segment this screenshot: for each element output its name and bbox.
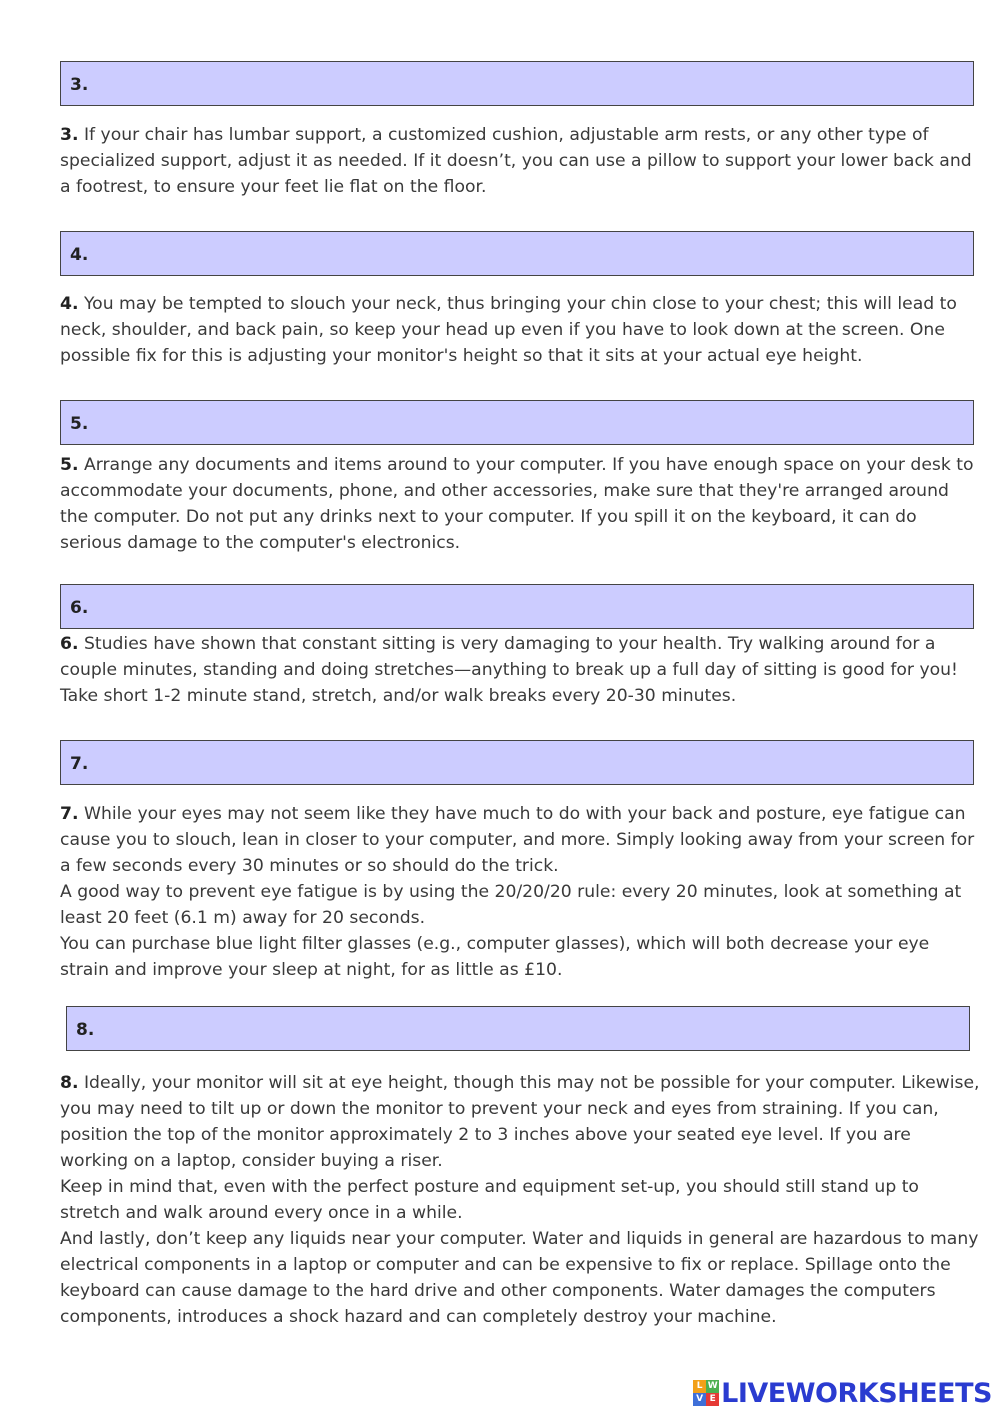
paragraph-text: Arrange any documents and items around to your computer. If you have enough space on your desk to accommodate your documents, phone, and other accessories, make sure that they're arranged around the computer. Do not put any drinks next to your computer. If you spill it on the keyboard, it can do serious damage to the computer's electronics. — [60, 455, 974, 553]
paragraph-extra-1: Keep in mind that, even with the perfect posture and equipment set-up, you should still stand up to stretch and walk around every once in a while. — [60, 1177, 919, 1223]
paragraph-extra-1: A good way to prevent eye fatigue is by using the 20/20/20 rule: every 20 minutes, look at something at least 20 feet (6.1 m) away for 20 seconds. — [60, 882, 962, 928]
paragraph-4 — [60, 291, 980, 369]
answer-box-8[interactable] — [66, 1006, 970, 1051]
paragraph-6 — [60, 631, 980, 709]
paragraph-lead: 6. — [60, 634, 79, 654]
paragraph-3 — [60, 122, 980, 200]
answer-box-number: 4. — [70, 245, 89, 265]
answer-box-4[interactable] — [60, 231, 974, 276]
logo-text: LIVEWORKSHEETS — [721, 1377, 992, 1409]
paragraph-lead: 5. — [60, 455, 79, 475]
paragraph-line — [60, 1070, 980, 1174]
paragraph-lead: 8. — [60, 1073, 79, 1093]
liveworksheets-icon — [693, 1380, 719, 1406]
paragraph-lead: 7. — [60, 804, 79, 824]
paragraph-lead: 3. — [60, 125, 79, 145]
paragraph-text: Studies have shown that constant sitting is very damaging to your health. Try walking around for a couple minutes, standing and doing stretches—anything to break up a full day of sitting is good for you! Take short 1-2 minute stand, stretch, and/or walk breaks every 20-30 minutes. — [60, 634, 958, 706]
paragraph-lead: 4. — [60, 294, 79, 314]
paragraph-7 — [60, 801, 980, 983]
liveworksheets-logo[interactable] — [693, 1375, 992, 1411]
answer-box-number: 3. — [70, 75, 89, 95]
answer-box-5[interactable] — [60, 400, 974, 445]
answer-box-7[interactable] — [60, 740, 974, 785]
answer-box-number: 6. — [70, 598, 89, 618]
answer-box-3[interactable] — [60, 61, 974, 106]
paragraph-line — [60, 801, 980, 879]
paragraph-text: If your chair has lumbar support, a customized cushion, adjustable arm rests, or any other type of specialized support, adjust it as needed. If it doesn’t, you can use a pillow to support your lower back and a footrest, to ensure your feet lie flat on the floor. — [60, 125, 972, 197]
answer-box-number: 8. — [76, 1020, 95, 1040]
paragraph-extra-2: And lastly, don’t keep any liquids near your computer. Water and liquids in general are hazardous to many electrical components in a laptop or computer and can be expensive to fix or replace. Spillage onto the keyboard can cause damage to the hard drive and other components. Water damages the computers components, introduces a shock hazard and can completely destroy your machine. — [60, 1229, 979, 1327]
answer-box-number: 5. — [70, 414, 89, 434]
paragraph-5 — [60, 452, 980, 556]
logo-tile: V — [693, 1393, 706, 1406]
logo-tile: E — [706, 1393, 719, 1406]
answer-box-number: 7. — [70, 754, 89, 774]
paragraph-8 — [60, 1070, 980, 1330]
paragraph-text: You may be tempted to slouch your neck, thus bringing your chin close to your chest; this will lead to neck, shoulder, and back pain, so keep your head up even if you have to look down at the screen. One possible fix for this is adjusting your monitor's height so that it sits at your actual eye height. — [60, 294, 957, 366]
logo-tile: L — [693, 1380, 706, 1393]
paragraph-text: Ideally, your monitor will sit at eye height, though this may not be possible for your computer. Likewise, you may need to tilt up or down the monitor to prevent your neck and eyes from straining. If you can, position the top of the monitor approximately 2 to 3 inches above your seated eye level. If you are working on a laptop, consider buying a riser. — [60, 1073, 980, 1171]
answer-box-6[interactable] — [60, 584, 974, 629]
paragraph-text: While your eyes may not seem like they have much to do with your back and posture, eye fatigue can cause you to slouch, lean in closer to your computer, and more. Simply looking away from your screen for a few seconds every 30 minutes or so should do the trick. — [60, 804, 975, 876]
logo-tile: W — [707, 1381, 718, 1391]
paragraph-extra-2: You can purchase blue light filter glasses (e.g., computer glasses), which will both decrease your eye strain and improve your sleep at night, for as little as £10. — [60, 934, 930, 980]
